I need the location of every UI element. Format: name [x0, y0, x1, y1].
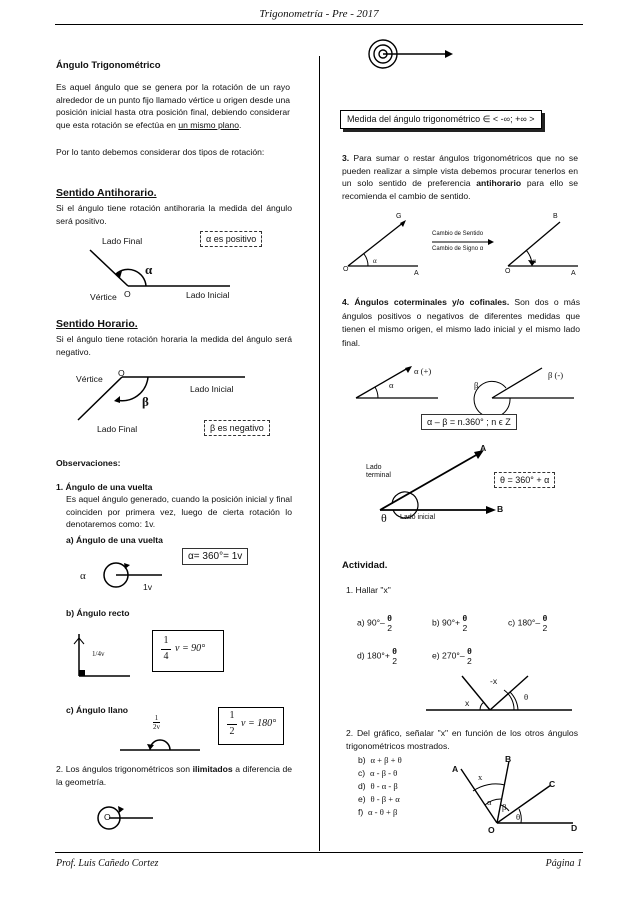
- q2-option-f: [358, 806, 402, 819]
- anti-alpha: α: [145, 262, 153, 277]
- q2-text: 2. Del gráfico, señalar "x" en función de los otros ángulos trigonométricos mostrados.: [346, 728, 578, 751]
- recto-diagram: [70, 630, 150, 690]
- llano-small-num: 1: [154, 714, 159, 722]
- q2-fig-a: A: [452, 764, 459, 774]
- vuelta-a: a) Ángulo de una vuelta: [66, 535, 163, 545]
- fig3-change-arrowhead: [488, 239, 494, 245]
- fig3-arrow-1: [400, 220, 406, 227]
- llano-small-den: 2: [153, 723, 157, 731]
- p3-num: 3.: [342, 153, 350, 163]
- ilimitados-post: a diferencia de la geometría.: [56, 764, 293, 787]
- recto-fraction-bar: [161, 649, 171, 650]
- q1-pre-e: 270°–: [442, 650, 465, 661]
- q2-arc-x: [473, 784, 505, 791]
- page-header-title: Trigonometría - Pre - 2017: [259, 8, 379, 20]
- anti-o: O: [124, 289, 131, 299]
- q1-pre-a: 90°–: [367, 617, 385, 628]
- hor-beta: β: [142, 394, 149, 409]
- q2-fig-o: O: [488, 825, 495, 835]
- cot-final-1: [356, 368, 408, 398]
- fig4-lado-terminal: Lado terminal: [366, 464, 391, 479]
- obs-title: Observaciones:: [56, 458, 121, 468]
- q1-frac-b: [462, 613, 467, 633]
- q2-option-d: [358, 780, 402, 793]
- q1-letter-d: d): [357, 650, 365, 661]
- anti-text: Si el ángulo tiene rotación antihoraria la medida del ángulo será positivo.: [56, 203, 292, 226]
- column-divider: [319, 56, 320, 851]
- hor-text: Si el ángulo tiene rotación horaria la medida del ángulo será negativo.: [56, 334, 292, 357]
- hor-o: O: [118, 368, 125, 378]
- p4-title: 4. Ángulos coterminales y/o cofinales.: [342, 297, 510, 307]
- q1-fig-x: x: [465, 698, 470, 708]
- q2-value-f: α - θ + β: [368, 807, 398, 817]
- llano-title: c) Ángulo llano: [66, 705, 129, 715]
- llano-fraction-bar: [227, 724, 237, 725]
- q2-ob: [497, 761, 509, 823]
- q2-fig-theta: θ: [516, 812, 521, 822]
- fig3-o1: O: [343, 266, 349, 273]
- ilimitados-o: O: [104, 812, 111, 822]
- q1-option-c: [508, 613, 547, 633]
- q2-fig-beta: β: [502, 802, 507, 812]
- fig3-alpha1: α: [373, 257, 377, 265]
- q2-fig-x: x: [478, 772, 483, 782]
- q1-den-b: 2: [462, 623, 468, 633]
- llano-small-v: v: [156, 723, 160, 731]
- vuelta-box: α= 360°= 1v: [182, 548, 248, 565]
- q1-letter-c: c): [508, 617, 516, 628]
- anti-title: Sentido Antihorario.: [56, 187, 157, 199]
- hor-vertice: Vértice: [76, 374, 103, 384]
- q1-den-e: 2: [467, 656, 472, 666]
- coterminal-diagram: [350, 360, 580, 410]
- vuelta-diagram: [100, 555, 180, 595]
- spiral-diagram: [365, 34, 455, 94]
- q1-pre-b: 90°+: [442, 617, 461, 628]
- q2-letter-b: b): [358, 755, 366, 765]
- q2-option-c: [358, 767, 402, 780]
- q2-value-c: α - β - θ: [369, 768, 398, 778]
- q2-letter-e: e): [358, 794, 366, 804]
- fig4-box: θ = 360° + α: [494, 472, 555, 488]
- recto-square: [79, 670, 85, 676]
- intro-paragraph: Es aquel ángulo que se genera por la rotación de un rayo alrededor de un punto fijo llamado vértice u origen desde una posición inicial hasta otra posición final, debiendo considerar que esta rotación se efectúa en un mismo plano.: [56, 82, 290, 130]
- recto-title: b) Ángulo recto: [66, 608, 130, 618]
- q2-value-b: α + β + θ: [370, 755, 402, 765]
- q2-option-b: [358, 754, 402, 767]
- recto-small-num: 1: [92, 650, 96, 658]
- fig3-g: G: [396, 213, 402, 220]
- recto-eq: v = 90°: [175, 643, 206, 654]
- vuelta-arrowhead: [124, 563, 130, 569]
- anti-vertice: Vértice: [90, 292, 117, 302]
- hor-lado-final: Lado Final: [97, 424, 138, 434]
- cot-beta-neg: β (-): [548, 370, 564, 380]
- anti-box: α es positivo: [200, 231, 262, 247]
- q1-option-b: [432, 613, 467, 633]
- llano-diagram: [110, 728, 210, 758]
- p4-paragraph: [342, 296, 580, 350]
- q2-fig-d: D: [571, 823, 578, 833]
- q2-letter-d: d): [358, 781, 366, 791]
- p3-bold: antihorario: [476, 178, 522, 189]
- llano-small-frac: [153, 714, 160, 731]
- footer-page: Página 1: [545, 858, 582, 869]
- fig4-theta: θ: [381, 511, 387, 525]
- p3-text2: para ello se recomienda el cambio de sentido.: [342, 178, 578, 201]
- header-rule: [55, 24, 583, 25]
- ilimitados-pre: 2. Los ángulos trigonométricos son: [56, 764, 190, 774]
- fig3-a2: A: [571, 270, 576, 277]
- anti-lado-final: Lado Final: [102, 236, 143, 246]
- llano-small-den-row: [153, 722, 160, 731]
- q1-frac-e: [467, 646, 472, 666]
- q2-option-e: [358, 793, 402, 806]
- llano-den: 2: [229, 726, 235, 737]
- q2-value-d: θ - α - β: [370, 781, 398, 791]
- p4-text: Son dos o más ángulos positivos o negativos de diferentes medidas que tienen el mismo origen, el mismo lado inicial y el mismo lado final.: [342, 297, 581, 348]
- recto-small-den: 4: [97, 650, 101, 658]
- q1-num-c: θ: [542, 613, 548, 623]
- intro-plane: un mismo plano: [178, 119, 239, 130]
- llano-num: 1: [229, 710, 235, 721]
- hor-arrowhead: [114, 396, 120, 403]
- hor-title: Sentido Horario.: [56, 318, 138, 330]
- recto-num: 1: [163, 635, 169, 646]
- p3-paragraph: [342, 152, 578, 202]
- actividad-title: Actividad.: [342, 560, 388, 571]
- cot-alpha: α: [389, 380, 394, 390]
- llano-arrowhead: [147, 744, 154, 750]
- fig3-arc-1: [364, 254, 368, 266]
- vuelta-1v: 1v: [143, 582, 153, 592]
- q1-den-c: 2: [542, 623, 548, 633]
- q2-fig-alpha: α: [487, 797, 492, 807]
- q1-arc-x: [480, 702, 484, 710]
- q1-num-e: θ: [467, 646, 472, 656]
- cot-arrow-1: [405, 366, 412, 373]
- spiral-arrowhead: [445, 50, 453, 58]
- fig4-terminal-side: [380, 454, 478, 510]
- llano-eq: v = 180°: [241, 718, 277, 729]
- anti-lado-inicial: Lado Inicial: [186, 290, 230, 300]
- fig3-o2: O: [505, 268, 511, 275]
- q1-frac-a: [387, 613, 392, 633]
- intro-paragraph-2: Por lo tanto debemos considerar dos tipos de rotación:: [56, 147, 265, 157]
- cot-arc-2: [474, 381, 510, 417]
- ilimitados-arrowhead: [118, 806, 124, 813]
- q1-letter-b: b): [432, 617, 440, 628]
- fig3-cambio1: Cambio de Sentido: [432, 231, 484, 237]
- recto-small-v: v: [100, 650, 105, 658]
- q1-num-a: θ: [387, 613, 392, 623]
- p3-text1: Para sumar o restar ángulos trigonométricos que no se pueden realizar a simple vista debemos procurar tenerlos en un solo sentido de preferencia: [342, 153, 578, 189]
- cot-formula-box: α – β = n.360° ; n ϵ Z: [421, 414, 517, 430]
- q2-diagram: [445, 755, 585, 835]
- fig4-initial-arrow: [486, 506, 496, 514]
- cot-beta: β: [474, 380, 479, 390]
- fig4-b: B: [497, 504, 504, 514]
- ilimitados-paragraph: [56, 763, 292, 788]
- vuelta-text: Es aquel ángulo generado, cuando la posición inicial y final coinciden por primera vez, luego de cierta rotación lo denotaremos como: 1v.: [66, 494, 292, 530]
- q1-diagram: [420, 672, 580, 732]
- vuelta-alpha: α: [80, 570, 86, 582]
- footer-rule: [55, 852, 583, 853]
- q2-fig-c: C: [549, 779, 556, 789]
- q1-den-a: 2: [387, 623, 392, 633]
- q1-fig-theta: θ: [524, 692, 529, 702]
- recto-formula-box: [152, 630, 224, 672]
- medida-box: Medida del ángulo trigonométrico ∈ < -∞; +∞ >: [340, 110, 542, 129]
- q1-pre-c: 180°–: [517, 617, 541, 628]
- q2-letter-c: c): [358, 768, 366, 778]
- ilimitados-bold: ilimitados: [192, 764, 233, 774]
- q2-letter-f: f): [358, 807, 364, 817]
- fig4-lado-inicial: Lado inicial: [400, 514, 436, 521]
- vuelta-title: 1. Ángulo de una vuelta: [56, 482, 153, 492]
- intro-text: Es aquel ángulo que se genera por la rotación de un rayo alrededor de un punto fijo llamado vértice u origen desde una posición inicial hasta otra posición final, debiendo considerar que esta rotación se efectúa en: [56, 82, 290, 130]
- q1-option-a: [357, 613, 392, 633]
- fig3-b: B: [553, 213, 558, 220]
- q1-letter-e: e): [432, 650, 440, 661]
- q1-option-d: [357, 646, 397, 666]
- fig4-a: A: [480, 443, 487, 453]
- cot-alpha-pos: α (+): [414, 366, 432, 376]
- q1-num-d: θ: [392, 646, 397, 656]
- q1-fig-negx: -x: [490, 676, 498, 686]
- q1-den-d: 2: [392, 656, 398, 666]
- hor-lado-inicial: Lado Inicial: [190, 384, 234, 394]
- footer-author: Prof. Luis Cañedo Cortez: [56, 858, 159, 869]
- q2-options: [358, 754, 402, 819]
- recto-den: 4: [163, 651, 169, 662]
- q2-value-e: θ - β + α: [370, 794, 400, 804]
- recto-small-frac: 1/4v: [92, 650, 105, 658]
- q1-frac-d: [392, 646, 397, 666]
- fig3-a1: A: [414, 270, 419, 277]
- q1-letter-a: a): [357, 617, 365, 628]
- q1-pre-d: 180°+: [367, 650, 390, 661]
- section-title: Ángulo Trigonométrico: [56, 60, 161, 71]
- cot-arc-1: [375, 387, 378, 398]
- fig3-alpha2: -α: [530, 257, 536, 265]
- q1-text: 1. Hallar "x": [346, 585, 391, 595]
- hor-box: β es negativo: [204, 420, 270, 436]
- q1-num-b: θ: [462, 613, 468, 623]
- anti-final-side: [90, 250, 128, 286]
- llano-formula-box: [218, 707, 284, 745]
- q1-frac-c: [543, 613, 548, 633]
- q1-option-e: [432, 646, 472, 666]
- q2-fig-b: B: [505, 754, 512, 764]
- fig3-cambio2: Cambio de Signo α: [432, 246, 484, 252]
